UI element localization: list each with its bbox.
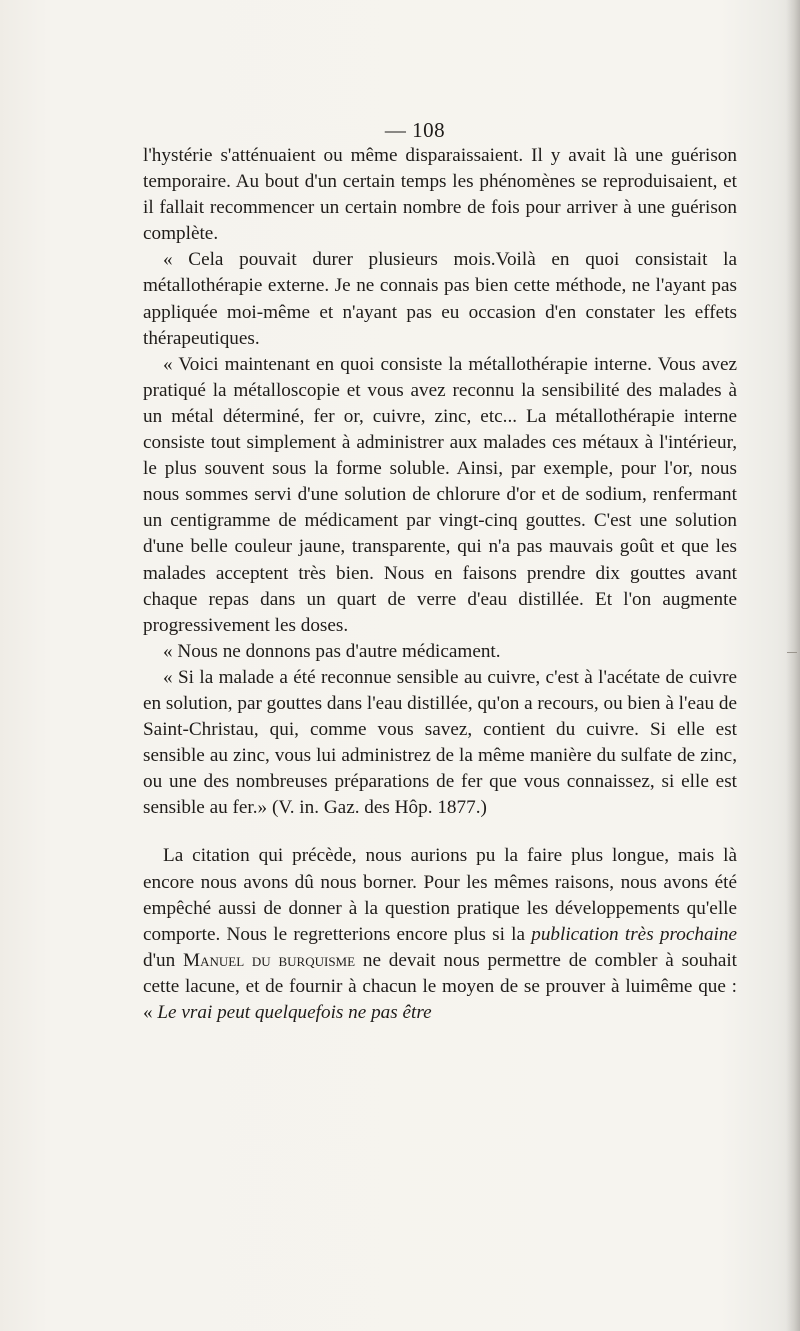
paragraph-6-italic-b: Le vrai peut quelquefois ne pas être <box>157 1002 432 1023</box>
paragraph-3: « Voici maintenant en quoi consiste la métallothérapie interne. Vous avez pratiqué la métalloscopie et vous avez reconnu la sensibilité des malades à un métal déterminé, fer or, cuivre, zinc, etc... La métallothérapie interne consiste tout simplement à administrer aux malades ces métaux à l'intérieur, le plus souvent sous la forme soluble. Ainsi, par exemple, pour l'or, nous nous sommes servi d'une solution de chlorure d'or et de sodium, renfermant un centigramme de médicament par vingt-cinq gouttes. C'est une solution d'une belle couleur jaune, transparente, qui n'a pas mauvais goût et que les malades acceptent très bien. Nous en faisons prendre dix gouttes avant chaque repas dans un quart de verre d'eau distillée. Et l'on augmente progressivement les doses. <box>143 353 737 636</box>
page-number: — 108 <box>384 118 446 142</box>
paragraph-6-text-b: d'un <box>143 949 184 971</box>
page-edge-shadow <box>786 0 800 1331</box>
paragraph-6-text-c: ne devait nous permettre de combler à souhait cette lacune, et de fournir à chacun le moyen de se prouver à luimême que : « <box>143 949 738 1023</box>
body-text <box>143 143 737 1026</box>
paragraph-6-text-a: La citation qui précède, nous aurions pu la faire plus longue, mais là encore nous avons dû nous borner. Pour les mêmes raisons, nous avons été empêché aussi de donner à la question pratique les développements qu'elle comporte. Nous le regretterions encore plus si la <box>143 845 737 945</box>
paragraph-2: « Cela pouvait durer plusieurs mois.Voilà en quoi consistait la métallothérapie externe. Je ne connais pas bien cette méthode, ne l'ayant pas appliquée moi-même et n'ayant pas eu occasion d'en constater les effets thérapeutiques. <box>143 249 737 349</box>
paragraph-4: « Nous ne donnons pas d'autre médicament. <box>163 640 501 662</box>
paragraph-6 <box>143 843 737 1026</box>
paragraph-6-smallcaps: Manuel du burquisme <box>183 949 356 971</box>
paragraph-1: l'hystérie s'atténuaient ou même disparaissaient. Il y avait là une guérison temporaire. Au bout d'un certain temps les phénomènes se reproduisaient, et il fallait recommencer un certain nombre de fois pour arriver à une guérison complète. <box>143 145 737 245</box>
paragraph-6-italic-a: publication très prochaine <box>531 923 737 945</box>
margin-mark <box>787 652 797 653</box>
paragraph-5: « Si la malade a été reconnue sensible au cuivre, c'est à l'acétate de cuivre en solution, par gouttes dans l'eau distillée, qu'on a recours, ou bien à l'eau de Saint-Christau, qui, comme vous savez, contient du cuivre. Si elle est sensible au zinc, vous lui administrez de la même manière du sulfate de zinc, ou une des nombreuses préparations de fer que vous connaissez, si elle est sensible au fer.» (V. in. Gaz. des Hôp. 1877.) <box>143 666 737 819</box>
